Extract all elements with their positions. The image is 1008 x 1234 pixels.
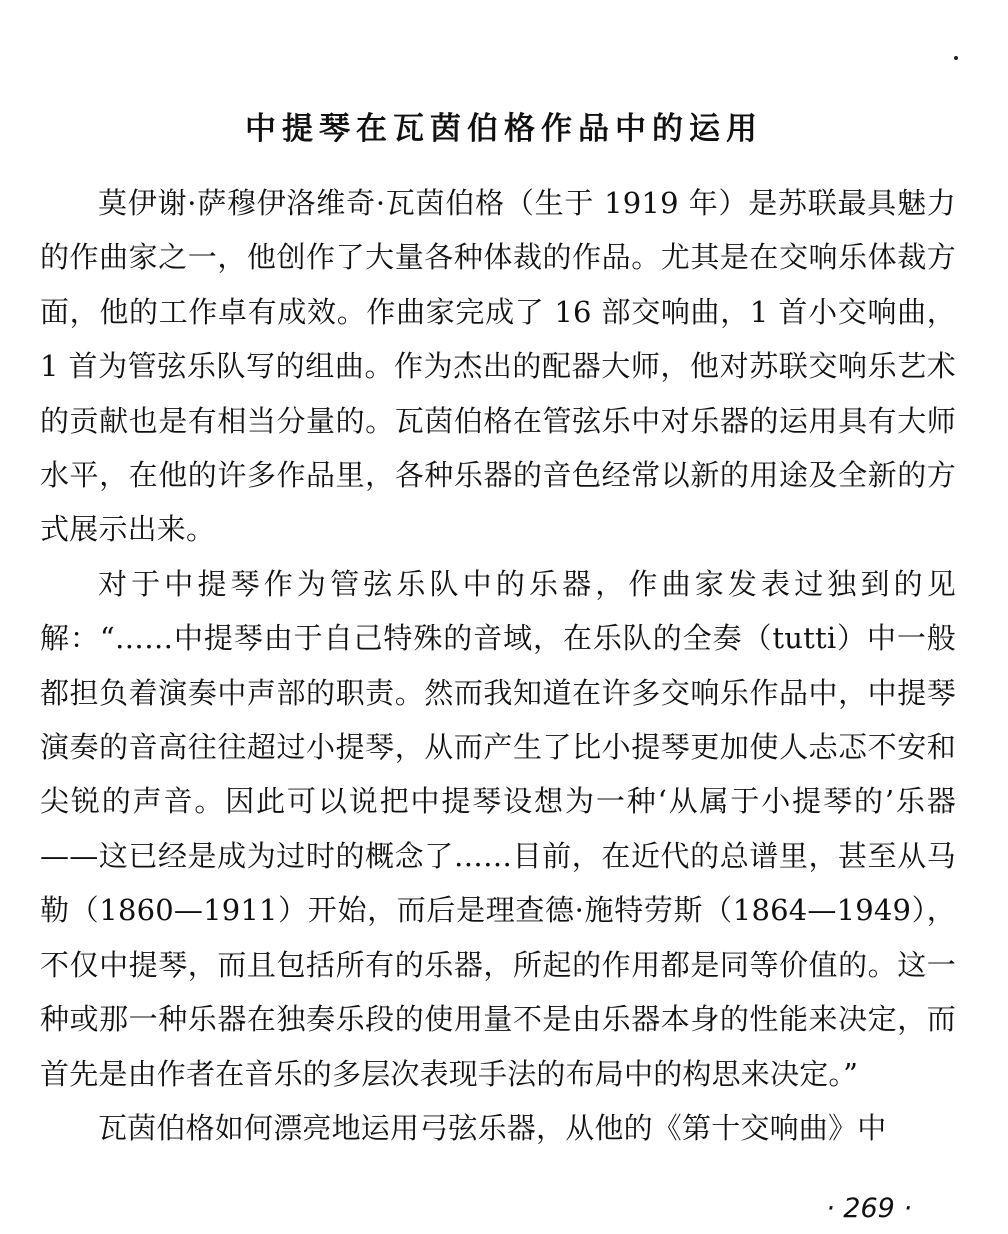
page-title: 中提琴在瓦茵伯格作品中的运用: [245, 110, 763, 147]
body-text: [40, 176, 956, 1155]
paragraph-continuation: 瓦茵伯格如何漂亮地运用弓弦乐器，从他的《第十交响曲》中: [98, 1110, 887, 1145]
page-number: · 269 ·: [826, 1193, 912, 1224]
paragraph-intro: 莫伊谢·萨穆伊洛维奇·瓦茵伯格（生于 1919 年）是苏联最具魅力的作曲家之一，他创作了大量各种体裁的作品。尤其是在交响乐体裁方面，他的工作卓有成效。作曲家完成了 16 部交响曲，1 首小交响曲，1 首为管弦乐队写的组曲。作为杰出的配器大师，他对苏联交响乐艺术的贡献也是有相当分量的。瓦茵伯格在管弦乐中对乐器的运用具有大师水平，在他的许多作品里，各种乐器的音色经常以新的用途及全新的方式展示出来。: [40, 186, 956, 547]
paragraph-quote: 对于中提琴作为管弦乐队中的乐器，作曲家发表过独到的见解：“……中提琴由于自己特殊的音域，在乐队的全奏（tutti）中一般都担负着演奏中声部的职责。然而我知道在许多交响乐作品中，中提琴演奏的音高往往超过小提琴，从而产生了比小提琴更加使人忐忑不安和尖锐的声音。因此可以说把中提琴设想为一种‘从属于小提琴的’乐器——这已经是成为过时的概念了……目前，在近代的总谱里，甚至从马勒（1860—1911）开始，而后是理查德·施特劳斯（1864—1949），不仅中提琴，而且包括所有的乐器，所起的作用都是同等价值的。这一种或那一种乐器在独奏乐段的使用量不是由乐器本身的性能来决定，而首先是由作者在音乐的多层次表现手法的布局中的构思来决定。”: [40, 566, 956, 1091]
scan-speck: [954, 56, 958, 60]
